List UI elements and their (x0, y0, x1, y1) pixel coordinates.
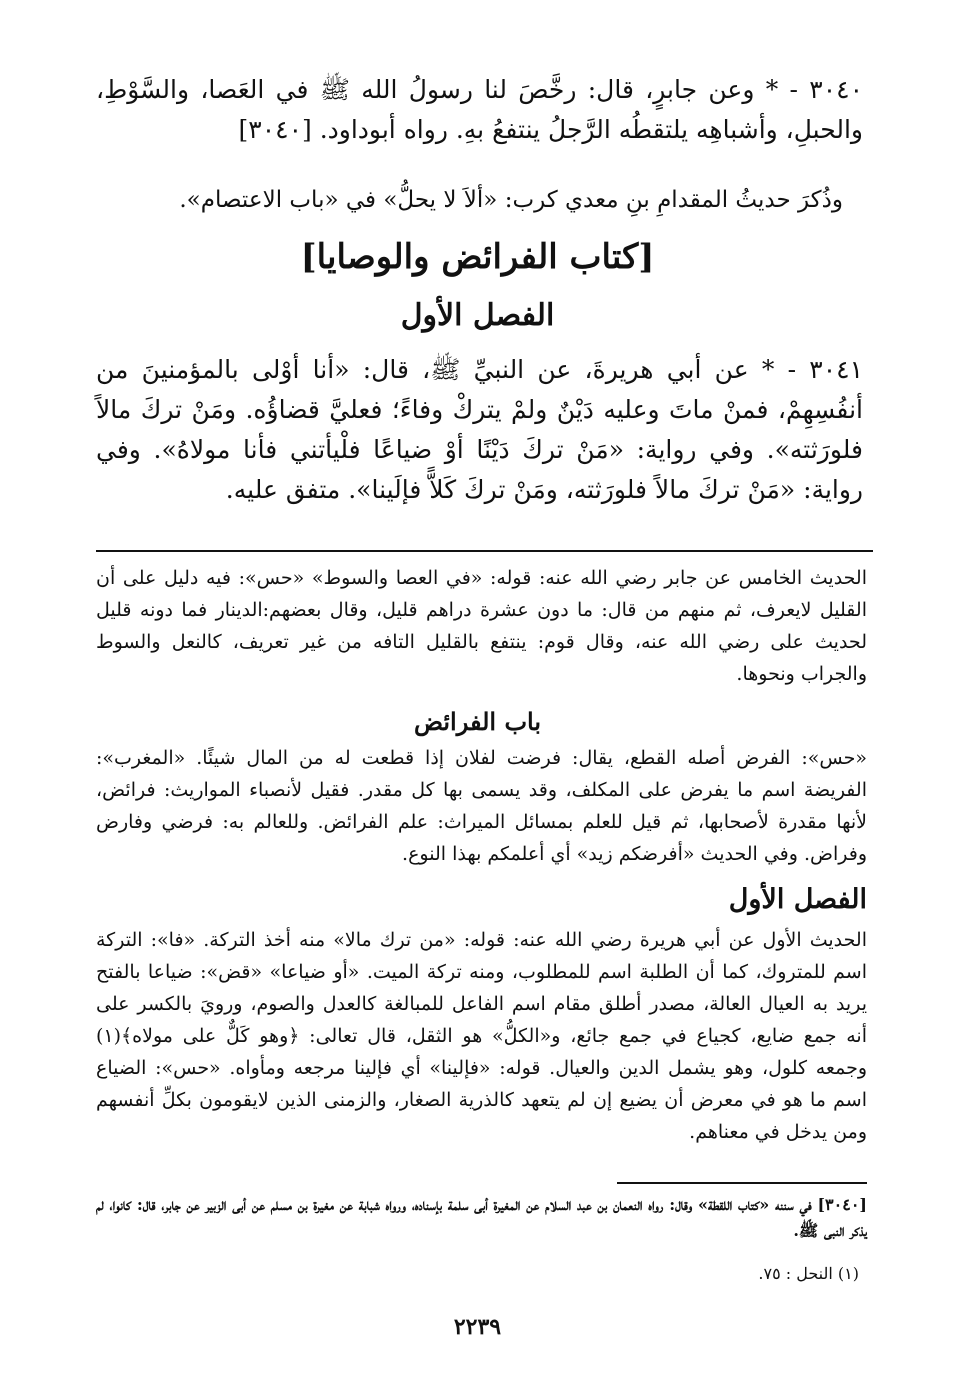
footnote-divider (617, 1182, 867, 1184)
commentary-paragraph-1: الحديث الخامس عن جابر رضي الله عنه: قوله: «في العصا والسوط» «حس»: فيه دليل على أن القليل لايعرف، ثم منهم من قال: ما دون عشرة دراهم قليل، وقال بعضهم:الدينار فما دونه قليل لحديث على رضي الله عنه، وقال قوم: ينتفع بالقليل التافه من غير تعريف، كالنعل والسوط والجراب ونحوها. (96, 567, 867, 685)
commentary-section-title: باب الفرائض (413, 707, 542, 736)
hadith-3041: ٣٠٤١ - * عن أبي هريرةَ، عن النبيِّ ﷺ، قال: «أنا أوْلى بالمؤمنينَ من أنفُسِهِمْ، فمنْ ماتَ وعليه دَيْنٌ ولمْ يتركْ وفاءً؛ فعليَّ قضاؤُه. ومَنْ تركَ مالاً فلورَثته». وفي رواية: «مَنْ تركَ دَيْنًا أوْ ضياعًا فلْيأتني فأنا مولاهُ». وفي رواية: «مَنْ تركَ مالاً فلورَثته، ومَنْ تركَ كَلاًّ فإلَينا». متفق عليه. (96, 355, 863, 504)
footnote-1: (١) النحل : ٧٥. (758, 1264, 859, 1283)
commentary-paragraph-2: «حس»: الفرض أصله القطع، يقال: فرضت لفلان إذا قطعت له من المال شيئًا. «المغرب»: الفريضة اسم ما يفرض على المكلف، وقد يسمى بها كل مقدر. فقيل لأنصباء المواريث: فرائض، لأنها مقدرة لأصحابها، ثم قيل للعلم بمسائل الميراث: علم الفرائض. وللعالم به: فرضي وفارض وفراض. وفي الحديث «أفرضكم زيد» أي أعلمكم بهذا النوع. (96, 747, 867, 865)
chapter-title: الفصل الأول (400, 298, 555, 333)
book-title: [كتاب الفرائض والوصايا] (300, 237, 655, 277)
commentary-paragraph-3: الحديث الأول عن أبي هريرة رضي الله عنه: قوله: «من ترك مالا» منه أخذ التركة. «فا»: التركة اسم للمتروك، كما أن الطلبة اسم للمطلوب، ومنه تركة الميت. «أو ضياعا» «قض»: ضياعا بالفتح يريد به العيال العالة، مصدر أطلق مقام اسم الفاعل للمبالغة كالعدل والصوم، ورويَ بالكسر على أنه جمع ضايع، كجياع في جمع جائع، و«الكلُّ» هو الثقل، قال تعالى: ﴿وهو كَلٌّ على مولاه﴾(١) وجمعه كلول، وهو يشمل الدين والعيال. قوله: «فإلينا» أي فإلينا مرجعه ومأواه. «حس»: الضياع اسم ما هو في معرض أن يضيع إن لم يتعهد كالذرية الصغار، والزمنى الذين لايقومون بكلِّ أنفسهم ومن يدخل في معناهم. (96, 929, 867, 1143)
page-number: ٢٢٣٩ (453, 1314, 502, 1340)
hadith-3040: ٣٠٤٠ - * وعن جابرٍ، قال: رخَّصَ لنا رسولُ الله ﷺ في العَصا، والسَّوْطِ، والحبلِ، وأشباهِه يلتقطُه الرَّجلُ ينتفعُ بهِ. رواه أبوداود. [٣٠٤٠] (96, 75, 863, 144)
commentary-divider (96, 550, 873, 552)
commentary-chapter-title: الفصل الأول (728, 884, 867, 915)
mention-note: وذُكرَ حديثُ المقدامِ بنِ معدي كرب: «ألاَ لا يحلُّ» في «باب الاعتصام». (179, 187, 843, 213)
footnote-3040: [٣٠٤٠] في سننه «كتاب اللقطة» وقال: رواه النعمان بن عبد السلام عن المغيرة أبى سلمة بإسناده، ورواه شبابة عن مغيرة بن مسلم عن أبى الزبير عن جابر، قال: كانوا، لم يذكر النبى ﷺ. (96, 1195, 867, 1240)
